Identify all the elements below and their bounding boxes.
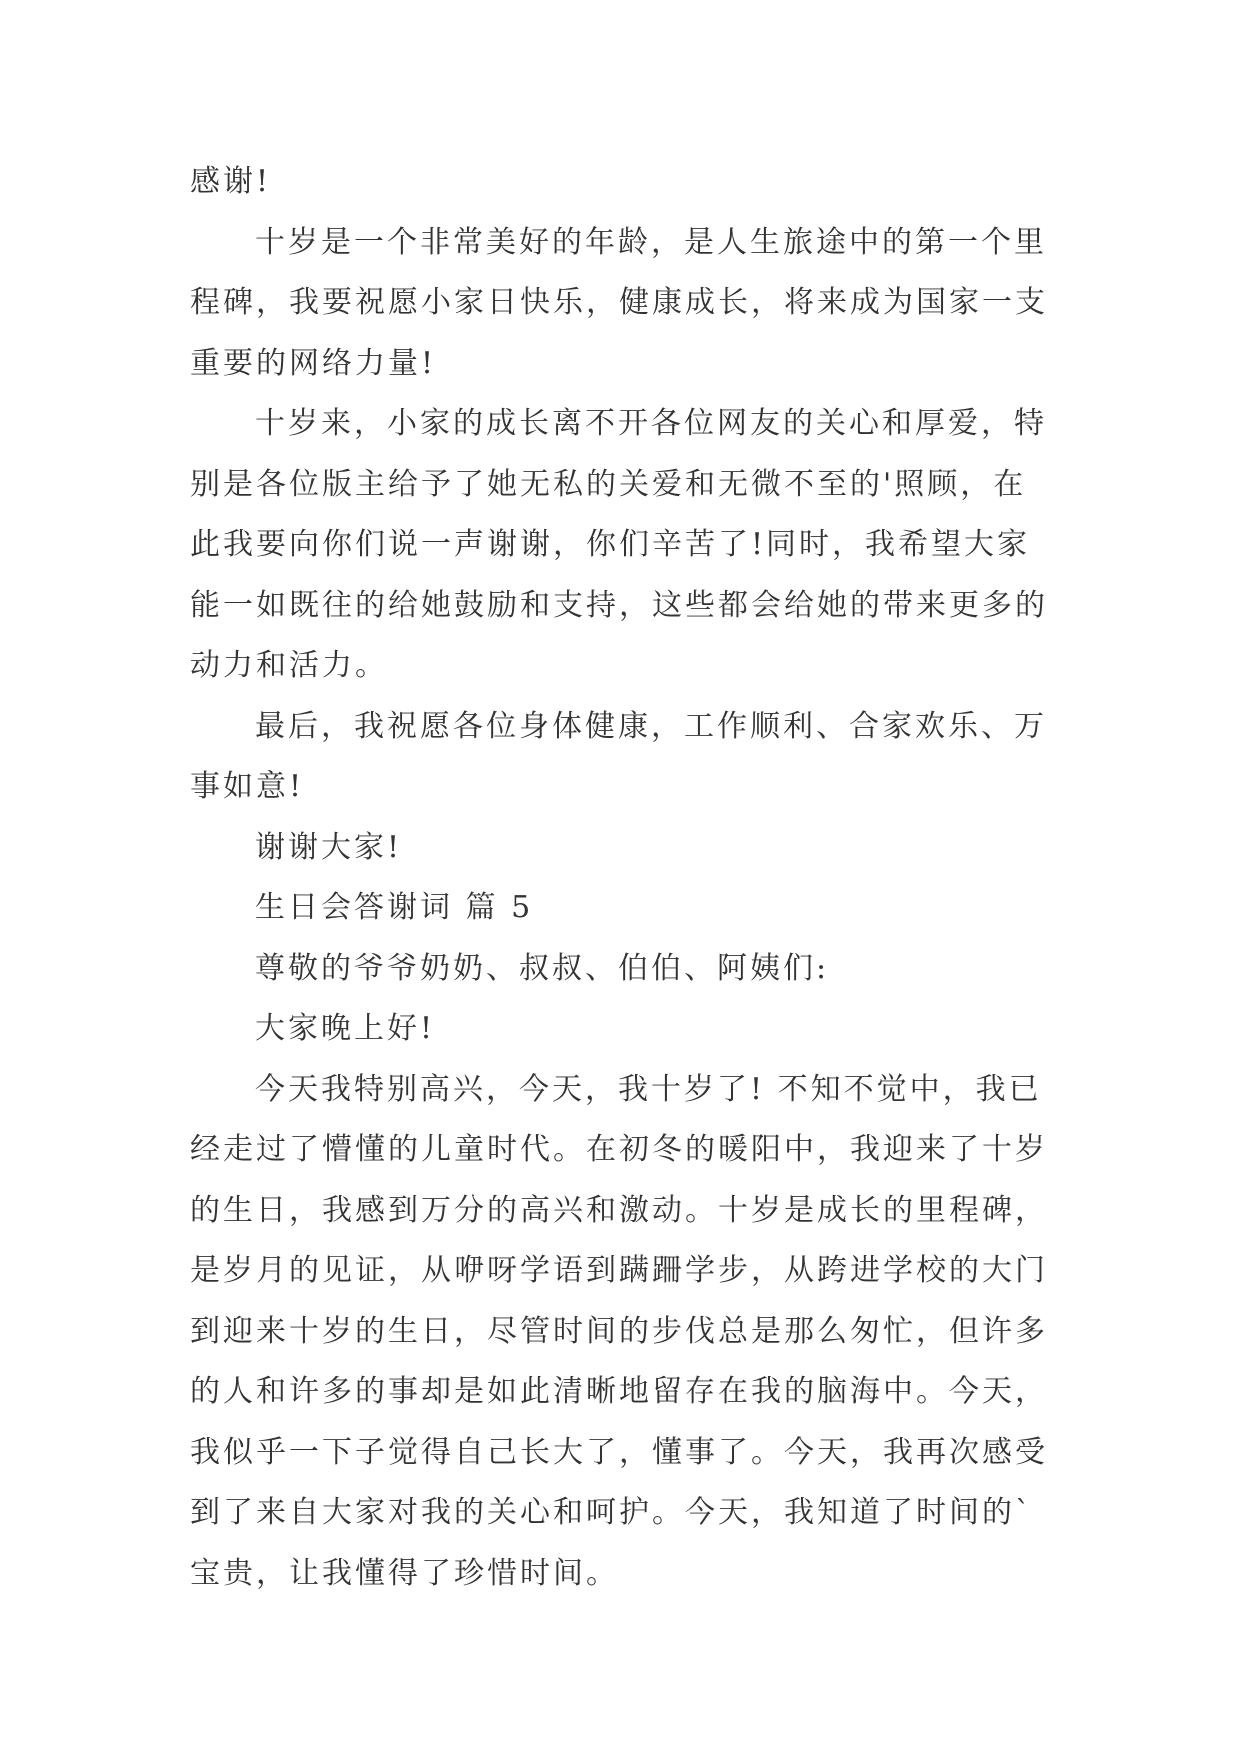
section-heading: 生日会答谢词 篇 5	[255, 890, 534, 925]
text-line-6: 别是各位版主给予了她无私的关爱和无微不至的'照顾，在	[190, 466, 1027, 502]
text-line-1: 感谢!	[190, 164, 272, 199]
text-line-3: 程碑，我要祝愿小家日快乐，健康成长，将来成为国家一支	[190, 285, 1048, 320]
text-line-19: 是岁月的见证，从咿呀学语到蹒跚学步，从跨进学校的大门	[190, 1253, 1048, 1288]
text-line-11: 事如意!	[190, 769, 305, 804]
text-line-16: 今天我特别高兴，今天，我十岁了! 不知不觉中，我已	[255, 1071, 1042, 1107]
text-line-24: 宝贵，让我懂得了珍惜时间。	[190, 1555, 619, 1591]
text-line-18: 的生日，我感到万分的高兴和激动。十岁是成长的里程碑，	[190, 1192, 1048, 1228]
document-body	[190, 152, 1050, 1604]
text-line-4: 重要的网络力量!	[190, 345, 437, 381]
text-line-12: 谢谢大家!	[255, 829, 403, 865]
text-line-7: 此我要向你们说一声谢谢，你们辛苦了!同时，我希望大家	[190, 527, 1031, 562]
text-line-23: 到了来自大家对我的关心和呵护。今天，我知道了时间的`	[190, 1495, 1033, 1530]
text-line-22: 我似乎一下子觉得自己长大了，懂事了。今天，我再次感受	[190, 1434, 1048, 1470]
text-line-5: 十岁来，小家的成长离不开各位网友的关心和厚爱，特	[255, 406, 1047, 441]
text-line-21: 的人和许多的事却是如此清晰地留存在我的脑海中。今天，	[190, 1374, 1048, 1409]
text-line-8: 能一如既往的给她鼓励和支持，这些都会给她的带来更多的	[190, 587, 1048, 623]
text-line-9: 动力和活力。	[190, 648, 388, 683]
text-line-15: 大家晚上好!	[255, 1011, 436, 1046]
text-line-14: 尊敬的爷爷奶奶、叔叔、伯伯、阿姨们:	[255, 950, 830, 986]
text-line-2: 十岁是一个非常美好的年龄，是人生旅途中的第一个里	[255, 224, 1047, 260]
text-line-20: 到迎来十岁的生日，尽管时间的步伐总是那么匆忙，但许多	[190, 1313, 1048, 1349]
text-line-10: 最后，我祝愿各位身体健康，工作顺利、合家欢乐、万	[255, 708, 1047, 744]
text-line-17: 经走过了懵懂的儿童时代。在初冬的暖阳中，我迎来了十岁	[190, 1132, 1048, 1167]
